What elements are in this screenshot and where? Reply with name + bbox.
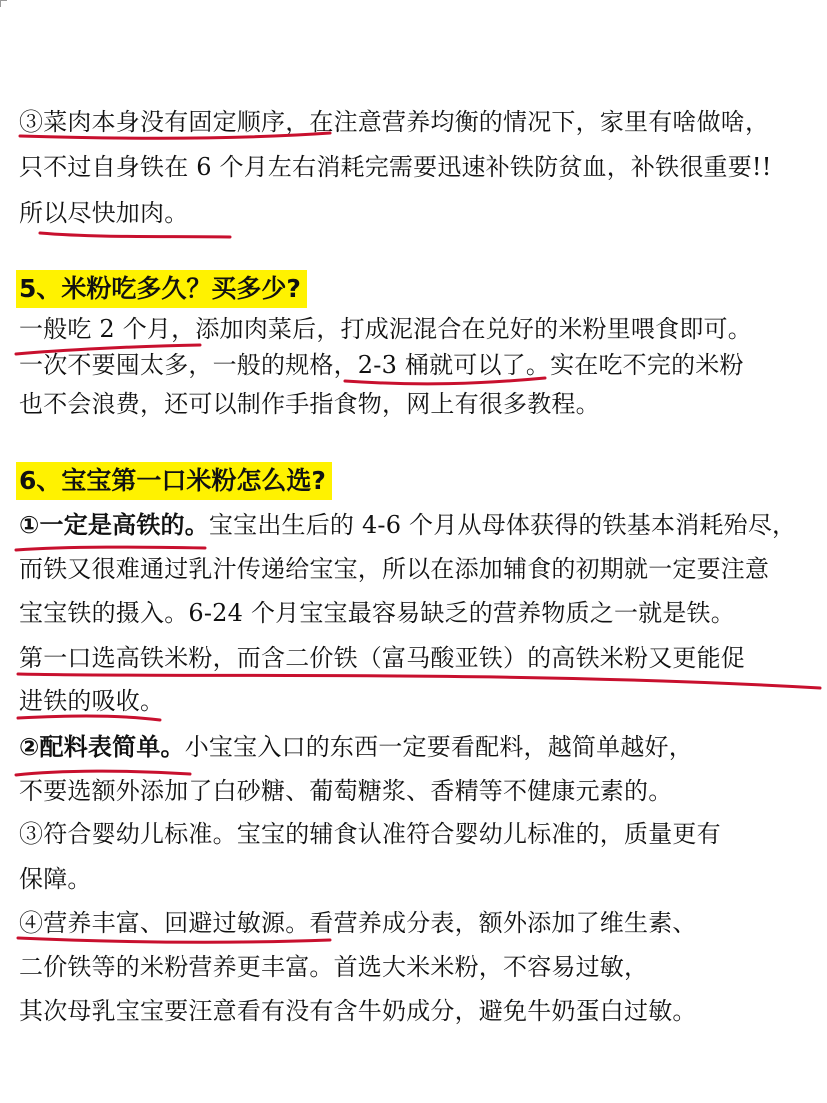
text-line: ③符合婴幼儿标准。宝宝的辅食认准符合婴幼儿标准的，质量更有 (19, 820, 721, 848)
text-line: 保障。 (19, 865, 92, 893)
text-line (19, 508, 796, 542)
page-corner-mark (0, 0, 7, 7)
pen-underline (16, 547, 205, 550)
text-line: 所以尽快加肉。 (19, 199, 189, 227)
section-heading: 5、米粉吃多久？买多少? (16, 270, 307, 308)
text-line: 进铁的吸收。 (19, 687, 165, 715)
text-line: 二价铁等的米粉营养更丰富。首选大米米粉，不容易过敏， (19, 953, 649, 981)
text-line: 只不过自身铁在 6 个月左右消耗完需要迅速补铁防贫血，补铁很重要!! (19, 153, 772, 181)
text-line: 一次不要囤太多，一般的规格，2-3 桶就可以了。实在吃不完的米粉 (19, 351, 744, 379)
text-line: 而铁又很难通过乳汁传递给宝宝，所以在添加辅食的初期就一定要注意 (19, 555, 770, 583)
point-heading: ①一定是高铁的。 (19, 511, 209, 539)
pen-underline (40, 233, 230, 237)
point-heading: ②配料表简单。 (19, 733, 185, 761)
text-line: ④营养丰富、回避过敏源。看营养成分表，额外添加了维生素、 (19, 909, 697, 937)
point-text: 宝宝出生后的 4-6 个月从母体获得的铁基本消耗殆尽， (208, 511, 797, 539)
text-line: 第一口选高铁米粉，而含二价铁（富马酸亚铁）的高铁米粉又更能促 (19, 644, 745, 672)
section-heading: 6、宝宝第一口米粉怎么选? (16, 462, 332, 500)
text-line: 宝宝铁的摄入。6-24 个月宝宝最容易缺乏的营养物质之一就是铁。 (19, 599, 735, 627)
text-line: 也不会浪费，还可以制作手指食物，网上有很多教程。 (19, 390, 600, 418)
text-line (19, 730, 693, 764)
point-text: 小宝宝入口的东西一定要看配料，越简单越好， (184, 733, 693, 761)
text-line: 一般吃 2 个月，添加肉菜后，打成泥混合在兑好的米粉里喂食即可。 (19, 315, 752, 343)
text-line: 不要选额外添加了白砂糖、葡萄糖浆、香精等不健康元素的。 (19, 777, 673, 805)
text-line: ③菜肉本身没有固定顺序，在注意营养均衡的情况下，家里有啥做啥， (19, 108, 770, 136)
text-line: 其次母乳宝宝要汪意看有没有含牛奶成分，避免牛奶蛋白过敏。 (19, 997, 697, 1025)
